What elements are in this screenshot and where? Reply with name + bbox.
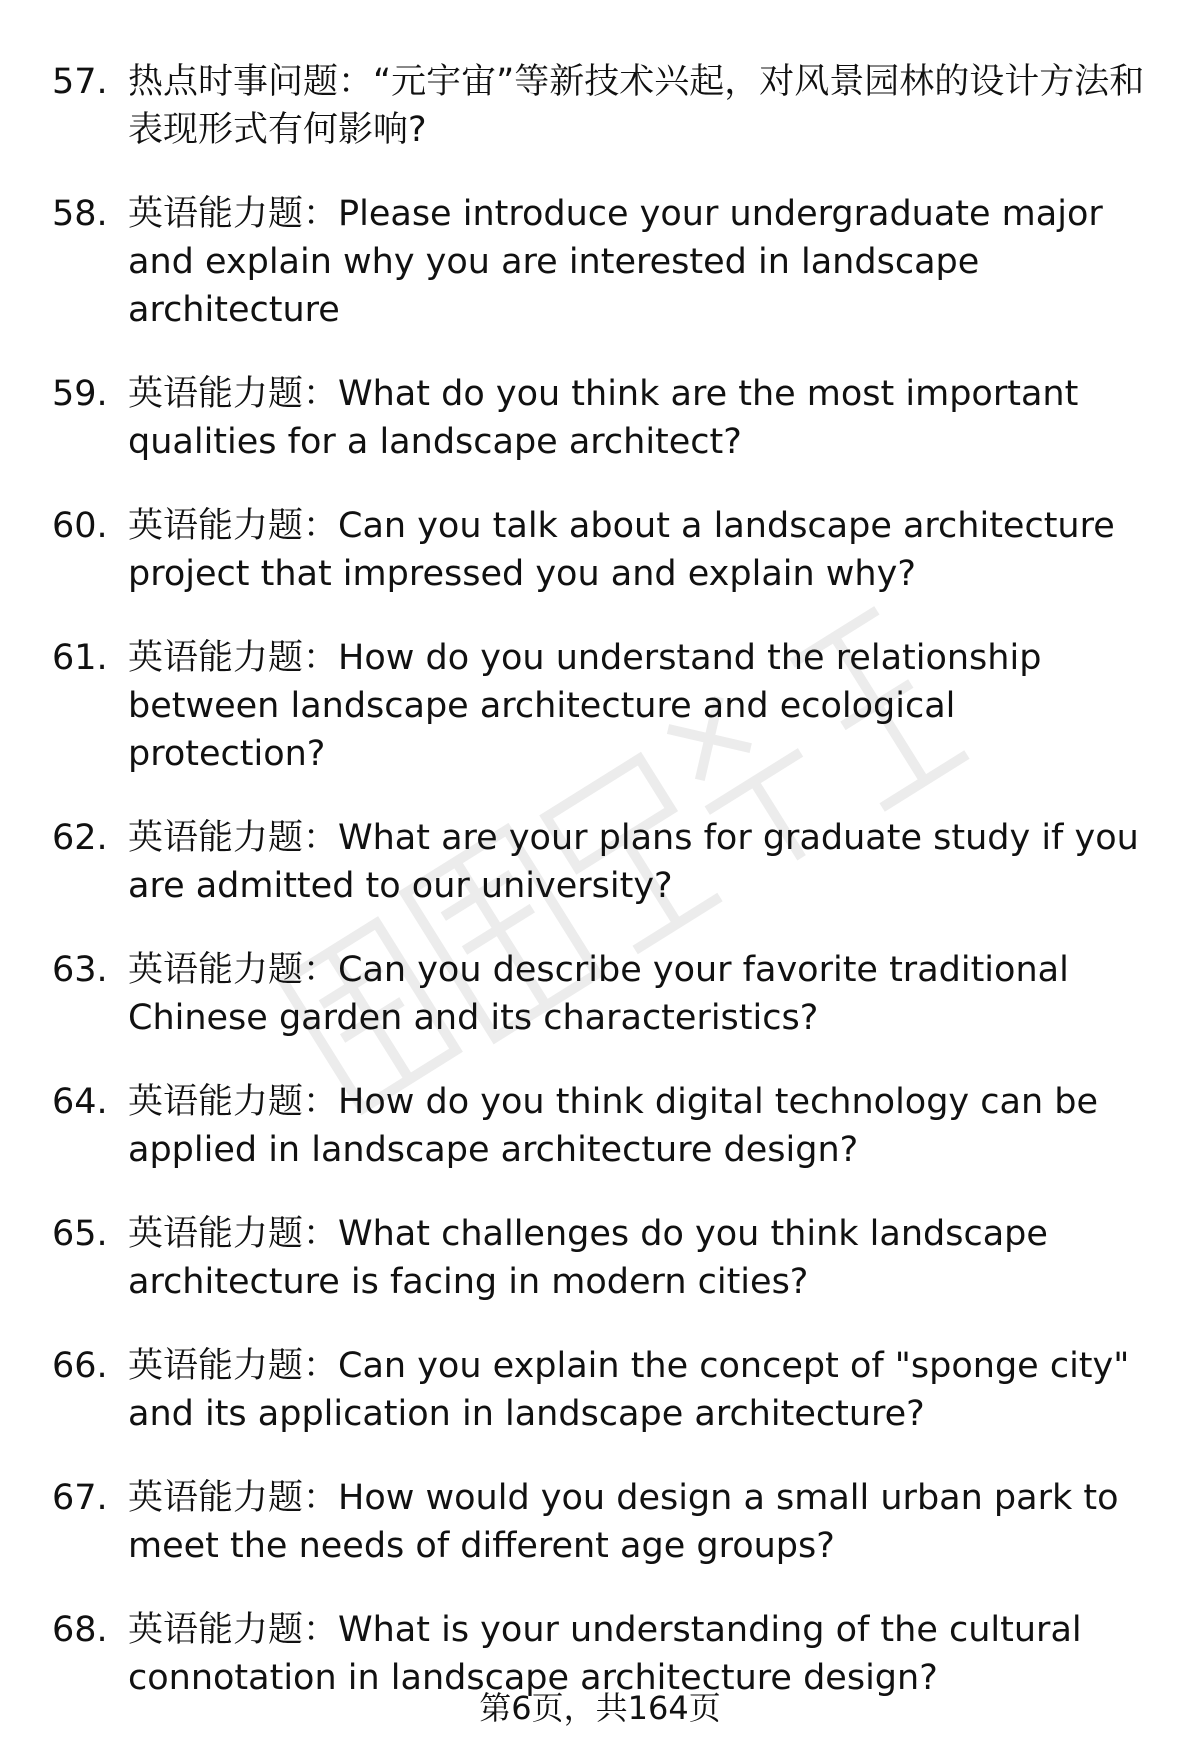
question-text: Please introduce your undergraduate major and explain why you are interested in landscape architecture	[128, 194, 1103, 330]
question-number: 60.	[52, 506, 108, 546]
question-text: What are your plans for graduate study if you are admitted to our university?	[128, 818, 1139, 906]
question-item	[0, 370, 1200, 466]
question-number: 68.	[52, 1610, 108, 1650]
question-item	[0, 946, 1200, 1042]
question-prefix: 英语能力题：	[128, 1478, 339, 1518]
question-list	[0, 58, 1200, 1738]
question-prefix: 英语能力题：	[128, 638, 339, 678]
question-prefix: 热点时事问题：	[128, 62, 374, 102]
question-item	[0, 814, 1200, 910]
question-text: Can you explain the concept of "sponge city" and its application in landscape architecture?	[128, 1346, 1130, 1434]
question-text: What challenges do you think landscape architecture is facing in modern cities?	[128, 1214, 1048, 1302]
question-number: 61.	[52, 638, 108, 678]
question-number: 57.	[52, 62, 108, 102]
question-item	[0, 502, 1200, 598]
question-item	[0, 634, 1200, 778]
question-number: 59.	[52, 374, 108, 414]
page-footer	[0, 1688, 1200, 1728]
question-number: 63.	[52, 950, 108, 990]
question-text: What do you think are the most important qualities for a landscape architect?	[128, 374, 1079, 462]
question-prefix: 英语能力题：	[128, 194, 339, 234]
question-number: 62.	[52, 818, 108, 858]
question-prefix: 英语能力题：	[128, 1610, 339, 1650]
question-prefix: 英语能力题：	[128, 1214, 339, 1254]
question-prefix: 英语能力题：	[128, 1346, 339, 1386]
page-number-label: 第6页，共164页	[479, 1689, 721, 1727]
question-number: 58.	[52, 194, 108, 234]
question-text: How do you think digital technology can be applied in landscape architecture design?	[128, 1082, 1099, 1170]
question-text: How would you design a small urban park to meet the needs of different age groups?	[128, 1478, 1119, 1566]
question-text: “元宇宙”等新技术兴起，对风景园林的设计方法和表现形式有何影响?	[128, 62, 1145, 150]
question-item	[0, 1474, 1200, 1570]
question-text: Can you describe your favorite traditional Chinese garden and its characteristics?	[128, 950, 1069, 1038]
question-item	[0, 190, 1200, 334]
question-text: How do you understand the relationship between landscape architecture and ecological protection?	[128, 638, 1042, 774]
question-prefix: 英语能力题：	[128, 950, 339, 990]
question-item	[0, 1210, 1200, 1306]
question-prefix: 英语能力题：	[128, 818, 339, 858]
question-prefix: 英语能力题：	[128, 506, 339, 546]
question-text: What is your understanding of the cultural connotation in landscape architecture design?	[128, 1610, 1082, 1698]
question-number: 64.	[52, 1082, 108, 1122]
question-item	[0, 58, 1200, 154]
question-prefix: 英语能力题：	[128, 374, 339, 414]
question-number: 67.	[52, 1478, 108, 1518]
question-text: Can you talk about a landscape architecture project that impressed you and explain why?	[128, 506, 1115, 594]
question-prefix: 英语能力题：	[128, 1082, 339, 1122]
question-item	[0, 1078, 1200, 1174]
question-number: 65.	[52, 1214, 108, 1254]
question-item	[0, 1342, 1200, 1438]
question-number: 66.	[52, 1346, 108, 1386]
